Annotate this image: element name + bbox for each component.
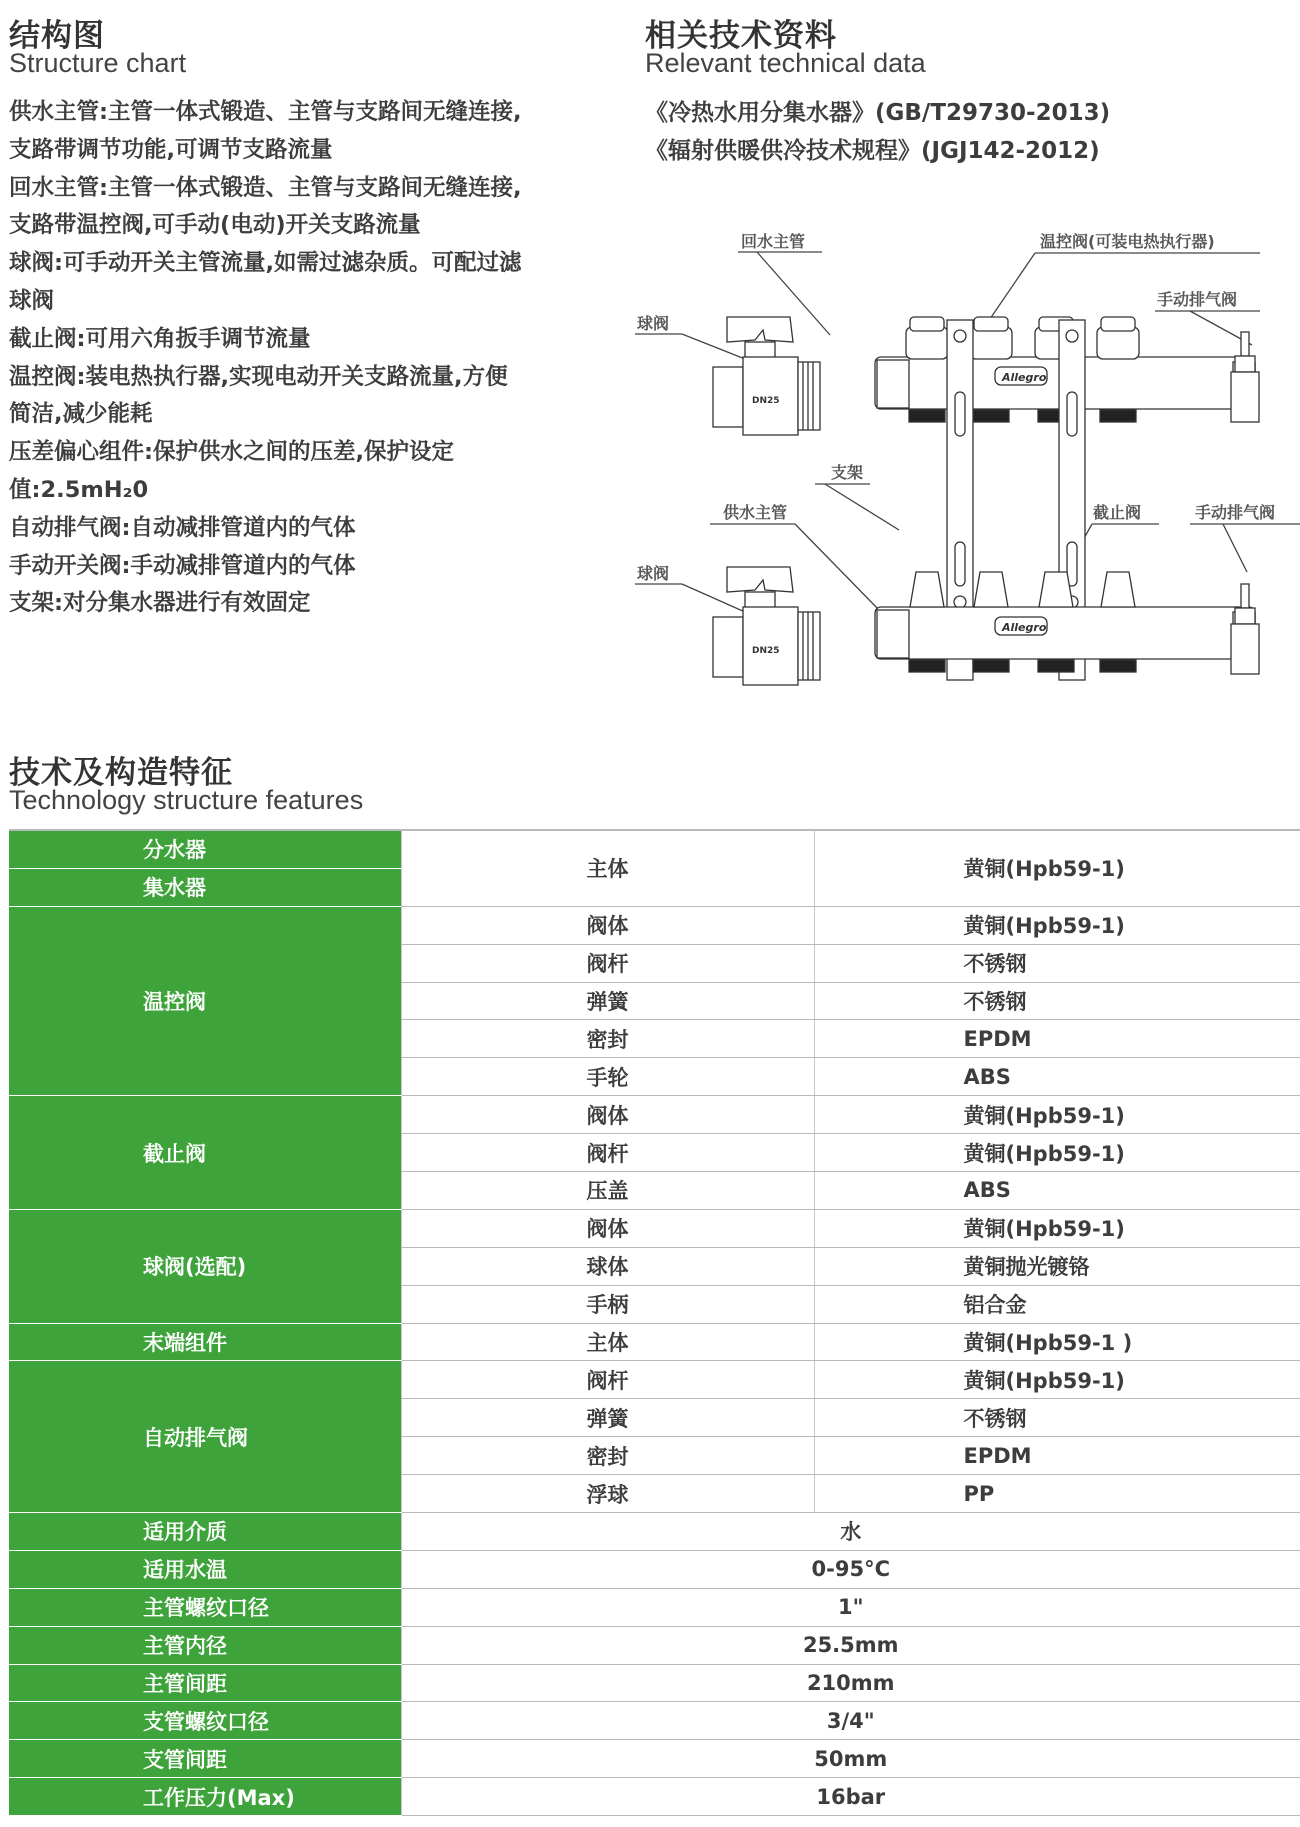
material-cell: 不锈钢 xyxy=(814,982,1300,1020)
desc-text: 主管一体式锻造、主管与支路间无缝连接,支路带调节功能,可调节支路流量 xyxy=(9,99,522,163)
desc-item xyxy=(9,548,529,586)
reference-item: 《辐射供暖供冷技术规程》(JGJ142-2012) xyxy=(645,138,1100,164)
material-cell: 不锈钢 xyxy=(814,1399,1300,1437)
reference-list xyxy=(645,94,1110,170)
desc-item xyxy=(9,585,529,623)
structure-title-zh: 结构图 xyxy=(9,18,105,54)
thermo-valve-head xyxy=(906,317,1139,359)
leader-line xyxy=(825,484,899,530)
desc-term: 自动排气阀: xyxy=(9,514,131,541)
part-cell: 浮球 xyxy=(401,1475,814,1513)
label-supply-main: 供水主管 xyxy=(723,503,788,522)
technical-title-zh: 相关技术资料 xyxy=(645,18,837,54)
spec-value: 3/4" xyxy=(401,1702,1300,1740)
desc-text: 可用六角扳手调节流量 xyxy=(85,325,311,352)
features-title-en: Technology structure features xyxy=(9,785,364,815)
material-cell: 黄铜(Hpb59-1) xyxy=(814,830,1300,906)
desc-term: 供水主管: xyxy=(9,99,108,125)
part-cell: 阀杆 xyxy=(401,1361,814,1399)
category-cell: 温控阀 xyxy=(9,906,401,1095)
part-cell: 阀体 xyxy=(401,906,814,944)
spec-label: 主管内径 xyxy=(9,1626,401,1664)
table-row xyxy=(9,1209,1300,1247)
part-cell: 主体 xyxy=(401,1323,814,1361)
category-cell: 自动排气阀 xyxy=(9,1361,401,1513)
part-cell: 阀杆 xyxy=(401,944,814,982)
stop-valve-cap xyxy=(910,572,1135,607)
dn-marking: DN25 xyxy=(752,646,780,656)
material-cell: 黄铜(Hpb59-1) xyxy=(814,1361,1300,1399)
desc-term: 截止阀: xyxy=(9,325,86,352)
part-cell: 球体 xyxy=(401,1247,814,1285)
desc-text: 装电热执行器,实现电动开关支路流量,方便简洁,减少能耗 xyxy=(9,363,508,428)
category-cell: 集水器 xyxy=(9,868,401,906)
part-cell: 密封 xyxy=(401,1020,814,1058)
table-row xyxy=(9,1778,1300,1816)
label-manual-vent-bottom: 手动排气阀 xyxy=(1195,503,1276,522)
material-cell: 黄铜(Hpb59-1) xyxy=(814,1096,1300,1134)
leader-line xyxy=(795,524,881,612)
desc-text: 保护供水之间的压差,保护设定值:2.5mH₂0 xyxy=(9,439,455,503)
structure-description xyxy=(9,94,529,623)
table-row xyxy=(9,1588,1300,1626)
material-cell: EPDM xyxy=(814,1020,1300,1058)
ball-valve-bottom xyxy=(713,567,820,685)
spec-label: 主管螺纹口径 xyxy=(9,1588,401,1626)
label-thermo-valve: 温控阀(可装电热执行器) xyxy=(1040,232,1215,251)
brand-marking: Allegro xyxy=(1002,621,1047,634)
desc-term: 球阀: xyxy=(9,250,63,277)
material-cell: ABS xyxy=(814,1172,1300,1210)
dn-marking: DN25 xyxy=(752,396,780,406)
desc-term: 回水主管: xyxy=(9,174,108,201)
desc-item xyxy=(9,245,529,321)
material-cell: ABS xyxy=(814,1058,1300,1096)
table-row xyxy=(9,1096,1300,1134)
spec-value: 16bar xyxy=(401,1778,1300,1816)
spec-label: 主管间距 xyxy=(9,1664,401,1702)
part-cell: 弹簧 xyxy=(401,1399,814,1437)
table-row xyxy=(9,1513,1300,1551)
desc-text: 可手动开关主管流量,如需过滤杂质。可配过滤球阀 xyxy=(9,250,522,314)
label-manual-vent-top: 手动排气阀 xyxy=(1157,290,1238,309)
part-cell: 阀杆 xyxy=(401,1134,814,1172)
table-row xyxy=(9,1664,1300,1702)
material-cell: 黄铜(Hpb59-1) xyxy=(814,1134,1300,1172)
table-row xyxy=(9,1626,1300,1664)
supply-manifold xyxy=(875,572,1255,672)
desc-text: 手动减排管道内的气体 xyxy=(130,552,356,579)
spec-label: 支管螺纹口径 xyxy=(9,1702,401,1740)
desc-term: 支架: xyxy=(9,590,63,617)
manual-vent-bottom xyxy=(1231,584,1259,674)
desc-text: 主管一体式锻造、主管与支路间无缝连接,支路带温控阀,可手动(电动)开关支路流量 xyxy=(9,174,522,239)
features-title-zh: 技术及构造特征 xyxy=(9,755,233,791)
desc-text: 对分集水器进行有效固定 xyxy=(63,590,311,617)
spec-value: 0-95°C xyxy=(401,1550,1300,1588)
spec-table xyxy=(9,829,1300,1816)
table-row xyxy=(9,906,1300,944)
material-cell: EPDM xyxy=(814,1437,1300,1475)
spec-value: 25.5mm xyxy=(401,1626,1300,1664)
table-row xyxy=(9,830,1300,868)
spec-label: 支管间距 xyxy=(9,1740,401,1778)
material-cell: 铝合金 xyxy=(814,1285,1300,1323)
spec-value: 210mm xyxy=(401,1664,1300,1702)
desc-item xyxy=(9,510,529,548)
part-cell: 主体 xyxy=(401,830,814,906)
spec-value: 50mm xyxy=(401,1740,1300,1778)
leader-line xyxy=(1223,524,1247,572)
table-row xyxy=(9,1702,1300,1740)
label-ball-valve-bottom: 球阀 xyxy=(637,564,670,583)
technical-title-en: Relevant technical data xyxy=(645,48,926,78)
spec-value: 水 xyxy=(401,1513,1300,1551)
label-return-main: 回水主管 xyxy=(741,232,806,251)
desc-item xyxy=(9,170,529,246)
label-bracket: 支架 xyxy=(831,463,864,482)
spec-label: 适用水温 xyxy=(9,1550,401,1588)
desc-term: 压差偏心组件: xyxy=(9,439,153,466)
manual-vent-top xyxy=(1231,332,1259,422)
part-cell: 压盖 xyxy=(401,1172,814,1210)
desc-item xyxy=(9,94,529,170)
brand-marking: Allegro xyxy=(1002,371,1047,384)
spec-label: 工作压力(Max) xyxy=(9,1778,401,1816)
ball-valve-top xyxy=(713,317,820,435)
table-row xyxy=(9,1361,1300,1399)
desc-item xyxy=(9,359,529,435)
desc-term: 温控阀: xyxy=(9,363,86,390)
manifold-diagram xyxy=(635,212,1300,722)
category-cell: 末端组件 xyxy=(9,1323,401,1361)
spec-value: 1" xyxy=(401,1588,1300,1626)
part-cell: 密封 xyxy=(401,1437,814,1475)
material-cell: PP xyxy=(814,1475,1300,1513)
table-row xyxy=(9,1550,1300,1588)
part-cell: 阀体 xyxy=(401,1209,814,1247)
desc-item xyxy=(9,321,529,359)
reference-item: 《冷热水用分集水器》(GB/T29730-2013) xyxy=(645,100,1111,126)
desc-item xyxy=(9,434,529,510)
part-cell: 手柄 xyxy=(401,1285,814,1323)
material-cell: 不锈钢 xyxy=(814,944,1300,982)
spec-label: 适用介质 xyxy=(9,1513,401,1551)
part-cell: 弹簧 xyxy=(401,982,814,1020)
label-ball-valve-top: 球阀 xyxy=(637,314,670,333)
part-cell: 阀体 xyxy=(401,1096,814,1134)
table-row xyxy=(9,1323,1300,1361)
desc-term: 手动开关阀: xyxy=(9,552,131,579)
material-cell: 黄铜(Hpb59-1) xyxy=(814,906,1300,944)
structure-title-en: Structure chart xyxy=(9,48,187,78)
label-stop-valve: 截止阀 xyxy=(1093,503,1142,522)
material-cell: 黄铜(Hpb59-1 ) xyxy=(814,1323,1300,1361)
part-cell: 手轮 xyxy=(401,1058,814,1096)
material-cell: 黄铜(Hpb59-1) xyxy=(814,1209,1300,1247)
category-cell: 分水器 xyxy=(9,830,401,868)
category-cell: 截止阀 xyxy=(9,1096,401,1210)
table-row xyxy=(9,1740,1300,1778)
desc-text: 自动减排管道内的气体 xyxy=(130,514,356,541)
category-cell: 球阀(选配) xyxy=(9,1209,401,1323)
material-cell: 黄铜抛光镀铬 xyxy=(814,1247,1300,1285)
